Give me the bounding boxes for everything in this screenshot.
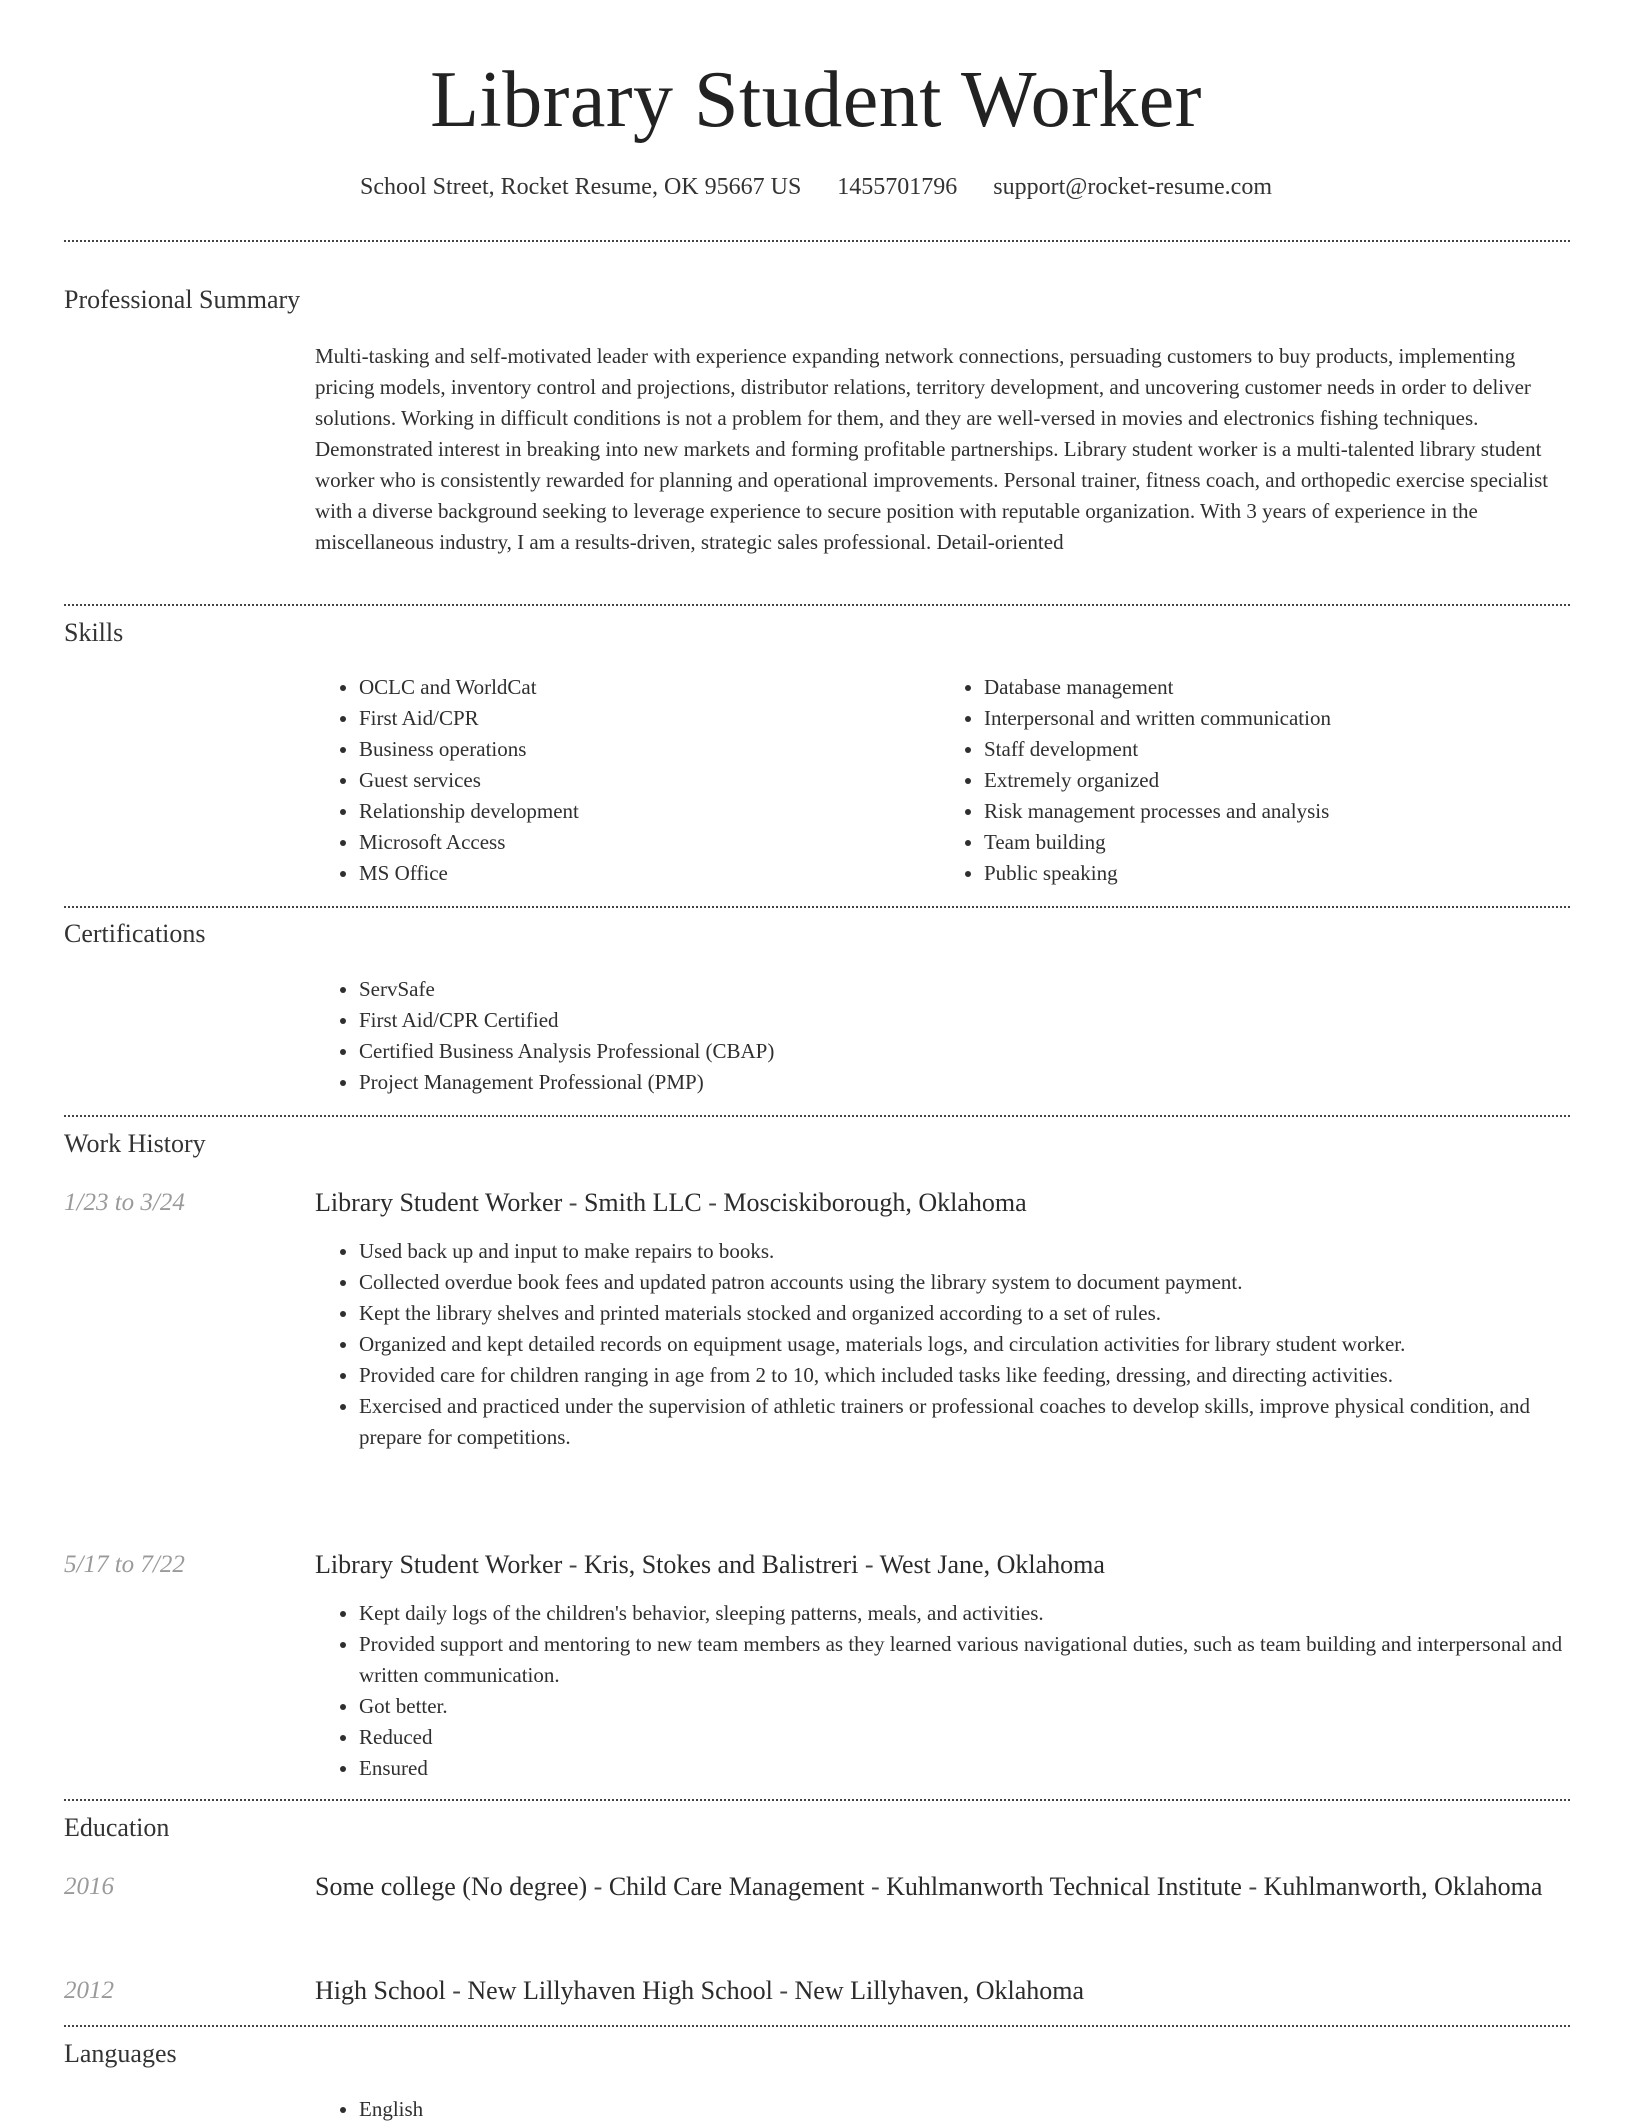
summary-text: Multi-tasking and self-motivated leader with experience expanding network connections, persuading customers to buy products, implementing pricing models, inventory control and projections, distributor relations, territory development, and uncovering customer needs in order to deliver solutions. Working in difficult conditions is not a problem for them, and they are well-versed in movies and electronics fishing techniques. Demonstrated interest in breaking into new markets and forming profitable partnerships. Library student worker is a multi-talented library student worker who is consistently rewarded for planning and operational improvements. Personal trainer, fitness coach, and orthopedic exercise specialist with a diverse background seeking to leverage experience to secure position with reputable organization. With 3 years of experience in the miscellaneous industry, I am a results-driven, strategic sales professional. Detail-oriented [315, 344, 1549, 554]
job-title: Library Student Worker [315, 1550, 563, 1579]
education-location: New Lillyhaven, Oklahoma [794, 1976, 1085, 2005]
job-bullets [315, 1598, 1565, 1784]
language-item: • English [359, 2094, 1565, 2125]
certification-item: • First Aid/CPR Certified [359, 1005, 1565, 1036]
resume-name: Library Student Worker [430, 56, 1202, 144]
job-location: West Jane, Oklahoma [879, 1550, 1105, 1579]
certification-item: • Certified Business Analysis Professional (CBAP) [359, 1036, 1565, 1067]
job-bullet: • Exercised and practiced under the supervision of athletic trainers or professional coaches to develop skills, improve physical condition, and prepare for competitions. [359, 1391, 1565, 1453]
job-bullet: • Organized and kept detailed records on equipment usage, materials logs, and circulation activities for library student worker. [359, 1329, 1565, 1360]
section-title-skills: Skills [64, 618, 124, 647]
skill-item: • Public speaking [984, 858, 1565, 889]
certification-item: • Project Management Professional (PMP) [359, 1067, 1565, 1098]
education-year: 2016 [64, 1873, 114, 1900]
divider [64, 1115, 1570, 1117]
separator: - [445, 1976, 468, 2005]
skill-item: • Database management [984, 672, 1565, 703]
education-heading [315, 1973, 1565, 2009]
separator: - [864, 1872, 887, 1901]
separator: - [858, 1550, 880, 1579]
divider [64, 604, 1570, 606]
education-location: Kuhlmanworth, Oklahoma [1263, 1872, 1543, 1901]
separator: - [562, 1550, 584, 1579]
section-title-education: Education [64, 1813, 170, 1842]
job-bullet: • Ensured [359, 1753, 1565, 1784]
separator: - [562, 1188, 584, 1217]
job-bullets [315, 1236, 1565, 1453]
certifications-list [315, 974, 1565, 1098]
job-location: Mosciskiborough, Oklahoma [723, 1188, 1027, 1217]
job-bullet: • Provided care for children ranging in age from 2 to 10, which included tasks like feeding, dressing, and directing activities. [359, 1360, 1565, 1391]
certification-item: • ServSafe [359, 974, 1565, 1005]
job-bullet: • Provided support and mentoring to new team members as they learned various navigational duties, such as team building and interpersonal and written communication. [359, 1629, 1565, 1691]
contact-email: support@rocket-resume.com [993, 174, 1272, 200]
skill-item: • Business operations [359, 734, 940, 765]
job-bullet: • Collected overdue book fees and updated patron accounts using the library system to document payment. [359, 1267, 1565, 1298]
divider [64, 906, 1570, 908]
languages-list [315, 2094, 1565, 2125]
job-dates: 1/23 to 3/24 [64, 1189, 185, 1216]
summary-block [315, 341, 1565, 558]
job-bullet: • Kept daily logs of the children's behavior, sleeping patterns, meals, and activities. [359, 1598, 1565, 1629]
separator: - [772, 1976, 795, 2005]
skill-item: • Extremely organized [984, 765, 1565, 796]
job-bullet: • Reduced [359, 1722, 1565, 1753]
skills-list [315, 672, 1565, 889]
education-school: Kuhlmanworth Technical Institute [886, 1872, 1242, 1901]
job-bullet: • Used back up and input to make repairs to books. [359, 1236, 1565, 1267]
divider [64, 2025, 1570, 2027]
skill-item: • Guest services [359, 765, 940, 796]
section-title-languages: Languages [64, 2039, 177, 2068]
education-school: New Lillyhaven High School [467, 1976, 773, 2005]
skill-item: • Microsoft Access [359, 827, 940, 858]
separator: - [701, 1188, 724, 1217]
separator: - [587, 1872, 609, 1901]
education-heading [315, 1869, 1565, 1905]
contact-address: School Street, Rocket Resume, OK 95667 US [360, 174, 802, 200]
job-company: Smith LLC [583, 1188, 702, 1217]
skill-item: • Relationship development [359, 796, 940, 827]
job-dates: 5/17 to 7/22 [64, 1551, 185, 1578]
skill-item: • Staff development [984, 734, 1565, 765]
education-year: 2012 [64, 1977, 114, 2004]
skills-column-left [315, 672, 940, 889]
skills-column-right [940, 672, 1565, 889]
job-heading [315, 1547, 1565, 1583]
education-degree: High School [315, 1976, 446, 2005]
separator: - [1241, 1872, 1264, 1901]
divider [64, 240, 1570, 242]
skill-item: • OCLC and WorldCat [359, 672, 940, 703]
skill-item: • MS Office [359, 858, 940, 889]
job-bullet: • Got better. [359, 1691, 1565, 1722]
job-title: Library Student Worker [315, 1188, 563, 1217]
contact-line [0, 171, 1632, 203]
divider [64, 1799, 1570, 1801]
job-company: Kris, Stokes and Balistreri [583, 1550, 859, 1579]
skill-item: • Team building [984, 827, 1565, 858]
skill-item: • Risk management processes and analysis [984, 796, 1565, 827]
education-degree: Some college (No degree) [315, 1872, 588, 1901]
education-field: Child Care Management [608, 1872, 865, 1901]
skill-item: • First Aid/CPR [359, 703, 940, 734]
section-title-work: Work History [64, 1129, 206, 1158]
job-heading [315, 1185, 1565, 1221]
section-title-certifications: Certifications [64, 919, 206, 948]
contact-phone: 1455701796 [837, 174, 958, 200]
skill-item: • Interpersonal and written communication [984, 703, 1565, 734]
section-title-summary: Professional Summary [64, 285, 301, 314]
job-bullet: • Kept the library shelves and printed materials stocked and organized according to a set of rules. [359, 1298, 1565, 1329]
